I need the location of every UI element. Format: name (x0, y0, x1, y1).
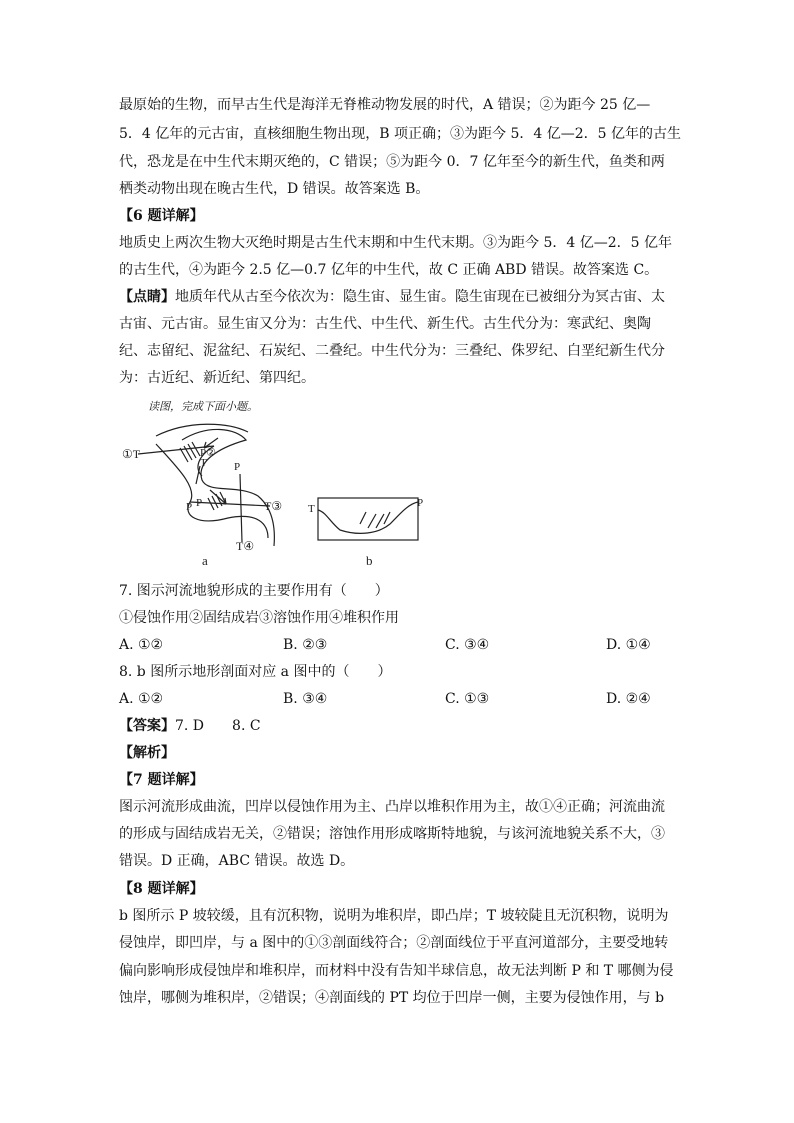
text-line: 古宙、元古宙。显生宙又分为：古生代、中生代、新生代。古生代分为：寒武纪、奥陶 (119, 316, 651, 332)
label-t4: T④ (236, 539, 255, 553)
text-line: 5．4 亿年的元古宙，直核细胞生物出现，B 项正确；③为距今 5．4 亿—2．5 亿年的古生 (119, 126, 681, 142)
river-figure (118, 418, 438, 578)
answer-label: 【答案】 (119, 718, 175, 734)
label-b-t: T (308, 503, 315, 515)
text-line: b 图所示 P 坡较缓，且有沉积物，说明为堆积岸，即凸岸；T 坡较陡且无沉积物，说明为 (119, 908, 669, 924)
q7-items: ①侵蚀作用②固结成岩③溶蚀作用④堆积作用 (119, 610, 399, 626)
label-p2: P② (200, 447, 216, 459)
q7-stem: 7. 图示河流地貌形成的主要作用有（ ） (119, 583, 389, 599)
text-line: 错误。D 正确，ABC 错误。故选 D。 (119, 853, 355, 869)
q7-option-d: D. ①④ (606, 637, 651, 653)
text-line: 代，恐龙是在中生代末期灭绝的，C 错误；⑤为距今 0．7 亿年至今的新生代，鱼类和两 (119, 154, 665, 170)
q8-option-b: B. ③④ (283, 691, 328, 707)
q7-option-c: C. ③④ (445, 637, 490, 653)
text-line: 偏向影响形成侵蚀岸和堆积岸，而材料中没有告知半球信息，故无法判断 P 和 T 哪侧为侵 (119, 963, 674, 979)
text-line: 图示河流形成曲流，凹岸以侵蚀作用为主、凸岸以堆积作用为主，故①④正确；河流曲流 (119, 799, 665, 815)
text-line: 为：古近纪、新近纪、第四纪。 (119, 370, 315, 386)
text-line: 最原始的生物，而早古生代是海洋无脊椎动物发展的时代，A 错误；②为距今 25 亿— (119, 97, 651, 113)
figure-instruction: 读图，完成下面小题。 (148, 400, 258, 413)
text-line: 纪、志留纪、泥盆纪、石炭纪、二叠纪。中生代分为：三叠纪、侏罗纪、白垩纪新生代分 (119, 343, 665, 359)
q8-option-c: C. ①③ (445, 691, 490, 707)
label-t-mid: T (200, 457, 207, 469)
text-line: 地质史上两次生物大灭绝时期是古生代末期和中生代末期。③为距今 5．4 亿—2．5 亿年 (119, 235, 672, 251)
q7-heading: 【7 题详解】 (119, 772, 204, 788)
label-t1: ①T (122, 447, 141, 461)
figure-b (318, 498, 418, 540)
text-line: 栖类动物出现在晚古生代，D 错误。故答案选 B。 (119, 181, 430, 197)
figure-a (138, 424, 274, 546)
text-line: 的古生代，④为距今 2.5 亿—0.7 亿年的中生代，故 C 正确 ABD 错误。故答案选 C。 (119, 262, 659, 278)
text-line: 的形成与固结成岩无关，②错误；溶蚀作用形成喀斯特地貌，与该河流地貌关系不大，③ (119, 826, 665, 842)
label-pp: P (196, 497, 203, 509)
text-line: 蚀岸，哪侧为堆积岸，②错误；④剖面线的 PT 均位于凹岸一侧，主要为侵蚀作用，与 b (119, 990, 665, 1006)
text-line: 地质年代从古至今依次为：隐生宙、显生宙。隐生宙现在已被细分为冥古宙、太 (175, 289, 665, 305)
q8-heading: 【8 题详解】 (119, 881, 204, 897)
q8-option-a: A. ①② (119, 691, 164, 707)
q8-option-d: D. ②④ (606, 691, 651, 707)
label-p-low: P (186, 501, 193, 513)
dianjing-label: 【点睛】 (119, 289, 175, 305)
q7-option-b: B. ②③ (283, 637, 328, 653)
label-b-p: P (417, 497, 424, 509)
analysis-label: 【解析】 (119, 745, 175, 761)
answer-line (119, 716, 261, 736)
label-t3: T③ (264, 499, 283, 513)
q8-stem: 8. b 图所示地形剖面对应 a 图中的（ ） (119, 664, 392, 680)
q6-heading: 【6 题详解】 (119, 208, 204, 224)
q7-option-a: A. ①② (119, 637, 164, 653)
label-a: a (202, 553, 208, 568)
answer-text: 7. D 8. C (175, 718, 261, 734)
text-line: 侵蚀岸，即凹岸，与 a 图中的①③剖面线符合；②剖面线位于平直河道部分，主要受地转 (119, 935, 669, 951)
label-b: b (366, 553, 373, 568)
dianjing-line (119, 287, 665, 307)
label-p-mid: P (234, 461, 241, 473)
